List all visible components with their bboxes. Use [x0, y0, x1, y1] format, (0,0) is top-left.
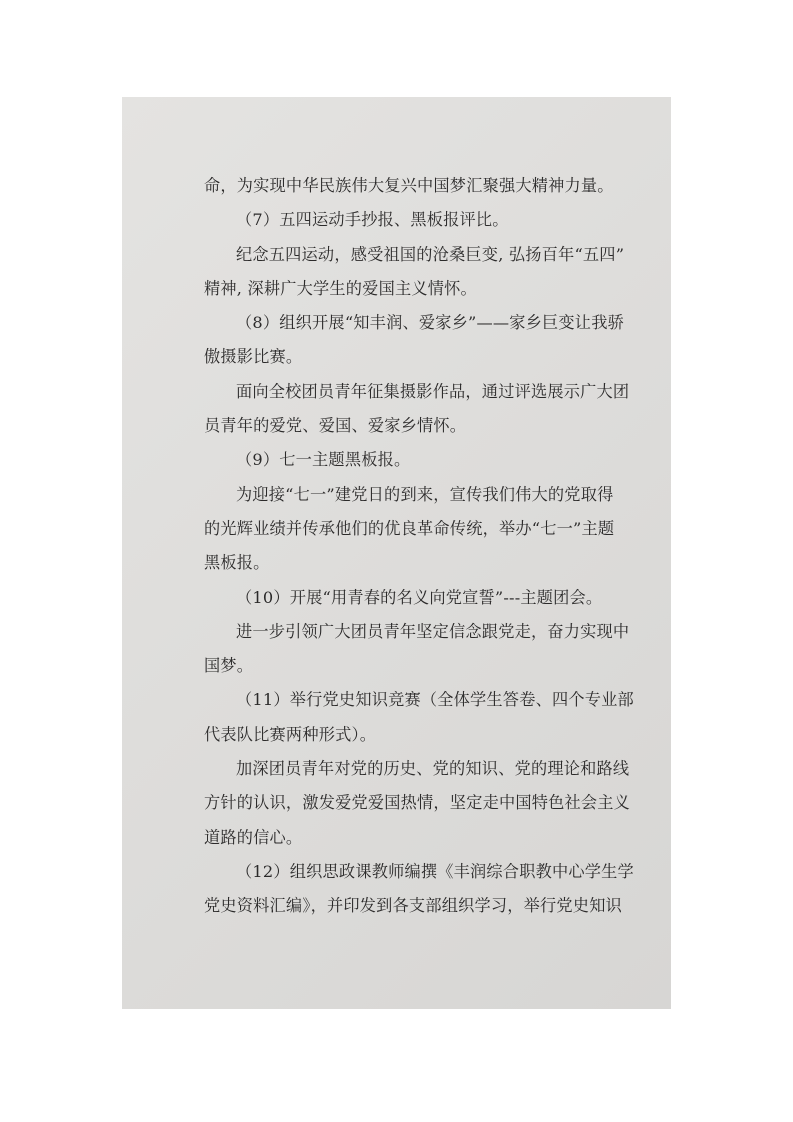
document-photo [122, 97, 671, 1009]
text-line: 国梦。 [204, 656, 254, 676]
text-line: （7）五四运动手抄报、黑板报评比。 [236, 210, 509, 230]
document-text [204, 169, 634, 924]
text-line: （12）组织思政课教师编撰《丰润综合职教中心学生学 [236, 861, 634, 881]
text-line: 党史资料汇编》，并印发到各支部组织学习，举行党史知识 [204, 896, 622, 916]
text-line: 道路的信心。 [204, 827, 303, 847]
text-line: 纪念五四运动，感受祖国的沧桑巨变, 弘扬百年“五四” [236, 244, 625, 264]
text-line: 员青年的爱党、爱国、爱家乡情怀。 [204, 416, 467, 436]
text-line: 的光辉业绩并传承他们的优良革命传统，举办“七一”主题 [204, 518, 615, 538]
text-line: 为迎接“七一”建党日的到来，宣传我们伟大的党取得 [236, 484, 614, 504]
text-line: 加深团员青年对党的历史、党的知识、党的理论和路线 [236, 759, 630, 779]
text-line: 进一步引领广大团员青年坚定信念跟党走，奋力实现中 [236, 621, 630, 641]
text-line: 黑板报。 [204, 553, 270, 573]
text-line: 命，为实现中华民族伟大复兴中国梦汇聚强大精神力量。 [204, 176, 614, 195]
text-line: 方针的认识，激发爱党爱国热情，坚定走中国特色社会主义 [204, 793, 631, 813]
text-line: 傲摄影比赛。 [204, 347, 303, 367]
text-line: （8）组织开展“知丰润、爱家乡”——家乡巨变让我骄 [236, 313, 624, 333]
text-line: 精神, 深耕广大学生的爱国主义情怀。 [204, 278, 477, 298]
text-line: （10）开展“用青春的名义向党宣誓”---主题团会。 [236, 587, 603, 607]
text-line: 面向全校团员青年征集摄影作品，通过评选展示广大团 [236, 381, 630, 401]
text-line: （9）七一主题黑板报。 [236, 450, 411, 470]
text-line: （11）举行党史知识竞赛（全体学生答卷、四个专业部 [236, 690, 634, 710]
text-line: 代表队比赛两种形式）。 [204, 724, 377, 744]
